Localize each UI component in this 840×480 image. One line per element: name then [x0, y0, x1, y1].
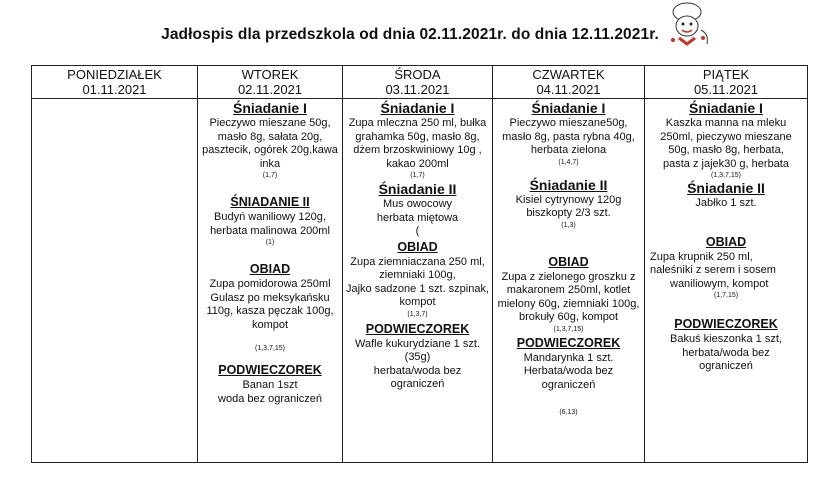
header-row [32, 66, 808, 99]
thursday-cell [493, 99, 645, 463]
desc-line: Bakuś kieszonka 1 szt, [670, 333, 782, 345]
desc-line: brokuły 60g, kompot [518, 311, 619, 323]
desc-line: (35g) [404, 351, 431, 363]
day-header-friday [645, 66, 808, 99]
lunch-title: OBIAD [548, 254, 589, 269]
desc-line: Mus owocowy [382, 198, 453, 210]
snack-desc [343, 338, 492, 392]
friday-cell [645, 99, 808, 463]
desc-line: Zupa mleczna 250 ml, bułka [348, 117, 487, 129]
breakfast1-desc [645, 117, 807, 171]
desc-line: Kaszka manna na mleku [665, 117, 787, 129]
menu-row [32, 99, 808, 463]
desc-line: Banan 1szt [242, 379, 298, 391]
day-date: 02.11.2021 [237, 82, 303, 97]
wednesday-cell [343, 99, 493, 463]
day-date: 01.11.2021 [82, 82, 147, 97]
day-name: WTOREK [241, 67, 299, 82]
allergens: (6,13) [559, 409, 578, 416]
lunch-title: OBIAD [705, 234, 747, 249]
desc-line: Jajko sadzone 1 szt. szpinak, [345, 282, 490, 295]
breakfast1-title: Śniadanie I [689, 100, 763, 116]
desc-line: pasta z jajek30 g, herbata [663, 157, 789, 170]
allergens: (1) [265, 239, 275, 246]
desc-line: Pieczywo mieszane 50g, [209, 117, 331, 129]
page-title: Jadłospis dla przedszkola od dnia 02.11.2021r. do dnia 12.11.2021r. [161, 26, 659, 43]
breakfast1-desc [343, 117, 492, 171]
chef-mascot-icon [663, 0, 715, 48]
desc-line: ograniczeń [390, 378, 445, 390]
desc-line: biszkopty 2/3 szt. [526, 207, 611, 219]
desc-line: herbata malinowa 200ml [210, 224, 330, 237]
desc-line: Mandarynka 1 szt. [523, 351, 614, 364]
snack-desc [493, 352, 644, 393]
desc-line: makaronem 250ml, kotlet [506, 284, 631, 296]
desc-line: Zupa pomidorowa 250ml [209, 278, 331, 290]
snack-title: PODWIECZOREK [674, 317, 778, 331]
breakfast1-title: Śniadanie I [380, 100, 455, 116]
desc-line: Gulasz po meksykańsku [210, 291, 330, 304]
desc-line: masło 8g, sałata 20g, [217, 130, 323, 143]
desc-line: herbata miętowa [376, 211, 459, 224]
snack-title: PODWIECZOREK [365, 321, 470, 336]
desc-line: inka [259, 157, 281, 170]
lunch-desc [198, 278, 342, 332]
desc-line: mielony 60g, ziemniaki 100g, [497, 297, 640, 310]
breakfast1-desc [198, 117, 342, 171]
breakfast2-desc [645, 197, 807, 211]
desc-line: Zupa z zielonego groszku z [501, 270, 636, 283]
desc-line: herbata zielona [530, 144, 607, 156]
breakfast2-title: ŚNIADANIE II [230, 195, 310, 209]
desc-line: herbata/woda bez [682, 346, 770, 359]
desc-line: dżem brzoskwiniowy 10g , [353, 144, 482, 156]
desc-line: 250ml, pieczywo mieszane [660, 130, 792, 143]
menu-table [31, 65, 808, 463]
desc-line: Zupa krupnik 250 ml, [650, 250, 753, 263]
day-name: PONIEDZIAŁEK [67, 67, 162, 82]
desc-line: herbata/woda bez [373, 364, 462, 377]
snack-title: PODWIECZOREK [516, 335, 621, 350]
day-name: CZWARTEK [532, 67, 605, 82]
desc-line: pasztecik, ogórek 20g,kawa [202, 144, 338, 156]
monday-cell [32, 99, 198, 463]
desc-line: kompot [251, 318, 289, 331]
breakfast1-desc [493, 117, 644, 158]
desc-line: 50g, masło 8g, herbata, [668, 144, 784, 156]
breakfast2-title: Śniadanie II [378, 181, 457, 197]
day-name: ŚRODA [394, 67, 441, 82]
day-header-wednesday [343, 66, 493, 99]
desc-line: Jabłko 1 szt. [695, 197, 757, 209]
breakfast1-title: Śniadanie I [233, 100, 307, 116]
day-date: 03.11.2021 [385, 82, 450, 97]
breakfast2-title: Śniadanie II [687, 180, 765, 196]
breakfast2-title: Śniadanie II [529, 176, 608, 193]
day-header-thursday [493, 66, 645, 99]
allergens: (1,3,7) [407, 310, 428, 318]
desc-line: Pieczywo mieszane50g, [509, 117, 628, 129]
desc-line: masło 8g, pasta rybna 40g, [502, 130, 635, 143]
lunch-title: OBIAD [249, 262, 291, 276]
desc-line: ograniczeń [541, 378, 596, 391]
desc-line: ograniczeń [699, 360, 753, 372]
desc-line: ziemniaki 100g, [379, 269, 456, 281]
allergens: (1,4,7) [558, 158, 579, 166]
allergens: (1,7,15) [713, 292, 739, 299]
tuesday-cell [198, 99, 343, 463]
desc-line: Zupa ziemniaczana 250 ml, [350, 255, 485, 268]
breakfast2-desc [493, 194, 644, 221]
desc-line: ( [415, 225, 420, 237]
day-date: 05.11.2021 [693, 82, 759, 97]
desc-line: 110g, kasza pęczak 100g, [206, 305, 334, 317]
desc-line: naleśniki z serem i sosem [650, 264, 776, 276]
desc-line: kakao 200ml [386, 157, 449, 170]
allergens: (1,3,7,15) [255, 345, 285, 352]
lunch-desc [493, 271, 644, 325]
day-header-tuesday [198, 66, 343, 99]
day-name: PIĄTEK [702, 67, 750, 82]
day-header-monday [32, 66, 198, 99]
desc-line: woda bez ograniczeń [218, 392, 322, 405]
allergens: (1,3) [561, 221, 576, 229]
allergens: (1,7) [262, 172, 278, 179]
allergens: (1,3,7,15) [711, 172, 741, 179]
breakfast2-desc [343, 198, 492, 239]
breakfast2-desc [198, 211, 342, 238]
lunch-title: OBIAD [397, 239, 438, 254]
desc-line: Herbata/woda bez [523, 365, 614, 377]
allergens: (1,3,7,15) [553, 325, 584, 333]
day-date: 04.11.2021 [536, 82, 601, 97]
snack-desc [645, 333, 807, 374]
desc-line: Kisiel cytrynowy 120g [515, 193, 622, 206]
breakfast1-title: Śniadanie I [531, 100, 606, 116]
lunch-desc [645, 251, 807, 292]
desc-line: Budyń waniliowy 120g, [214, 211, 326, 223]
snack-desc [198, 379, 342, 406]
allergens: (1,7) [410, 172, 425, 179]
desc-line: waniliowym, kompot [670, 277, 769, 290]
desc-line: kompot [399, 296, 436, 308]
desc-line: Wafle kukurydziane 1 szt. [355, 337, 480, 350]
lunch-desc [343, 256, 492, 310]
desc-line: grahamka 50g, masło 8g, [355, 130, 480, 143]
snack-title: PODWIECZOREK [218, 363, 322, 377]
